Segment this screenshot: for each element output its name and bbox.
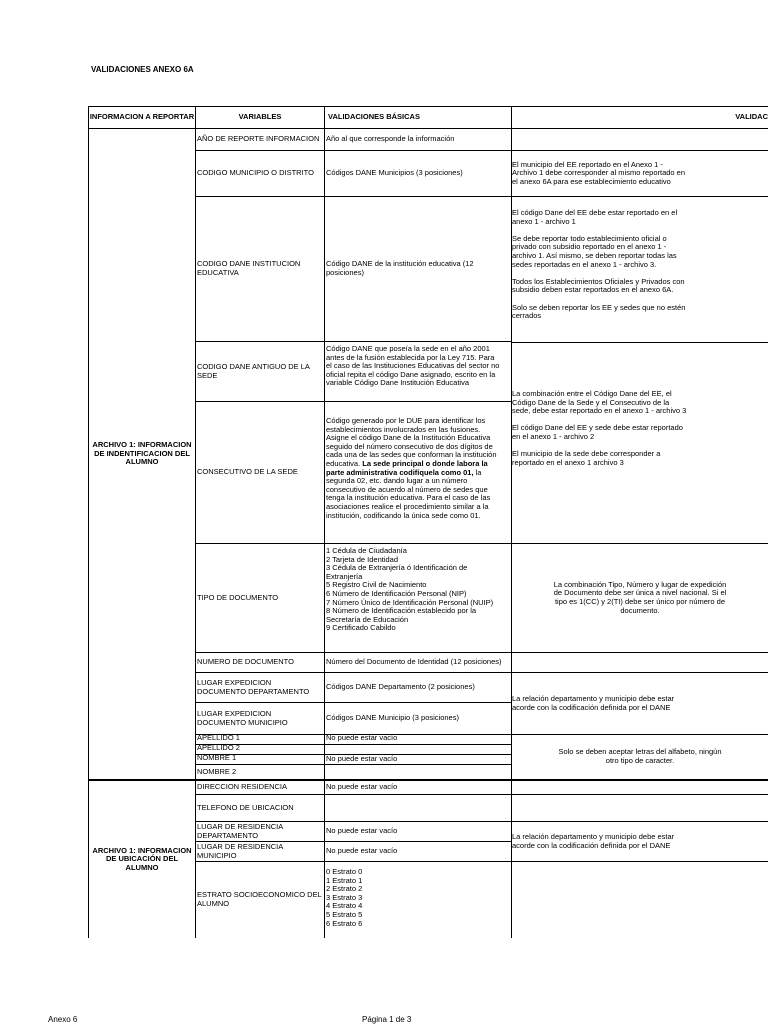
var-nombre-1 — [197, 754, 322, 763]
header-validaciones-label: VALIDAC — [735, 112, 768, 122]
val-municipio: El municipio del EE reportado en el Anexo 1 - Archivo 1 debe corresponder al mismo reportado en el anexo 6A para ese establecimiento educativo — [512, 159, 686, 186]
var-consecutivo — [197, 402, 322, 543]
basic-direccion-label: No puede estar vacío — [326, 782, 398, 792]
var-numero-documento-label: NUMERO DE DOCUMENTO — [197, 657, 294, 667]
footer-annex: Anexo 6 — [48, 1015, 78, 1024]
basic-residencia-departamento-label: No puede estar vacío — [326, 826, 398, 836]
var-lugar-expedicion-municipio — [197, 703, 322, 734]
var-residencia-municipio — [197, 842, 322, 861]
grid-line — [324, 106, 325, 938]
basic-consecutivo-text-c: la segunda 02, etc. dando lugar a un número consecutivo de acuerdo al número de sedes que tenga la institución educativa. Para el caso de las asociaciones realice el procedimiento similar a la institución, codificando la única sede como 01. — [326, 467, 491, 520]
basic-anio — [326, 129, 511, 150]
section-identificacion-label: ARCHIVO 1: INFORMACION DE INDENTIFICACION DEL ALUMNO — [92, 440, 192, 467]
var-anio — [197, 129, 324, 150]
header-informacion-label: INFORMACION A REPORTAR — [89, 112, 195, 122]
var-apellido-2-label: APELLIDO 2 — [197, 743, 240, 752]
var-dane-institucion-label: CODIGO DANE INSTITUCION EDUCATIVA — [197, 259, 301, 277]
header-variables-label: VARIABLES — [238, 112, 282, 122]
var-dane-antiguo — [197, 342, 322, 401]
var-tipo-documento — [197, 544, 322, 652]
basic-telefono — [326, 795, 511, 821]
var-municipio — [197, 151, 324, 196]
section-ubicacion — [89, 781, 195, 938]
var-residencia-departamento — [197, 822, 322, 841]
basic-municipio-label: Códigos DANE Municipios (3 posiciones) — [326, 168, 463, 178]
basic-dane-institucion-label: Código DANE de la institución educativa (12 posiciones) — [326, 259, 474, 277]
var-apellido-1-label: APELLIDO 1 — [197, 733, 240, 742]
basic-lugar-expedicion-departamento — [326, 673, 511, 702]
var-lugar-expedicion-departamento-label: LUGAR EXPEDICION DOCUMENTO DEPARTAMENTO — [197, 677, 310, 696]
header-validaciones-basicas — [328, 107, 511, 128]
validation-table — [88, 106, 768, 938]
var-apellido-1 — [197, 734, 322, 743]
var-telefono — [197, 795, 322, 821]
var-dane-institucion — [197, 197, 322, 341]
header-informacion — [89, 107, 195, 128]
val-sede: La combinación entre el Código Dane del EE, el Código Dane de la Sede y el Consecutivo de la sede, debe estar reportado en el anexo 1 - archivo 3 El código Dane del EE y sede debe estar reportado en el anexo 1 - archivo 2 El municipio de la sede debe corresponder a reportado en el anexo 1 archivo 3 — [512, 389, 687, 467]
page-title: VALIDACIONES ANEXO 6A — [91, 65, 194, 74]
basic-consecutivo-text-bold: La sede principal o donde labora la parte administrativa codifíquela como 01, — [326, 458, 488, 477]
var-municipio-label: CODIGO MUNICIPIO O DISTRITO — [197, 168, 314, 178]
var-nombre-1-label: NOMBRE 1 — [197, 753, 237, 762]
footer-page-number: Página 1 de 3 — [362, 1015, 412, 1024]
var-apellido-2 — [197, 744, 322, 753]
basic-nombre-1 — [326, 755, 511, 764]
var-lugar-expedicion-departamento — [197, 673, 322, 702]
var-nombre-2-label: NOMBRE 2 — [197, 766, 237, 776]
section-identificacion — [89, 129, 195, 779]
basic-estrato: 0 Estrato 0 1 Estrato 1 2 Estrato 2 3 Estrato 3 4 Estrato 4 5 Estrato 5 6 Estrato 6 — [326, 867, 363, 928]
basic-apellido-1-label: No puede estar vacío — [326, 733, 398, 742]
basic-apellido-1 — [326, 734, 511, 743]
var-consecutivo-label: CONSECUTIVO DE LA SEDE — [197, 467, 298, 477]
val-dane-institucion: El código Dane del EE debe estar reportado en el anexo 1 - archivo 1 Se debe reportar todo establecimiento oficial o privado con subsidio reportado en el anexo 1 - archivo 1. Así mismo, se deben reportar todas las sedes reportadas en el anexo 1 - archivo 3. Todos los Establecimientos Oficiales y Privados con subsidio deben estar reportados en el anexo 6A. Solo se deben reportar los EE y sedes que no estén cerrados — [512, 208, 686, 321]
basic-residencia-municipio-label: No puede estar vacío — [326, 846, 398, 856]
section-ubicacion-label: ARCHIVO 1: INFORMACION DE UBICACIÓN DEL ALUMNO — [92, 845, 192, 872]
var-direccion — [197, 781, 322, 794]
basic-consecutivo-text-a: Código generado por le DUE para identificar los establecimientos involucrados en las fusiones. Asigne el código Dane de la Institución Educativa seguido del número consecutivo de dos dígitos de cada una de las sedes que conforman la institución educativa. — [326, 416, 497, 468]
grid-line — [195, 106, 196, 938]
header-validaciones — [512, 107, 768, 128]
basic-municipio — [326, 151, 511, 196]
basic-consecutivo — [326, 417, 511, 520]
basic-lugar-expedicion-municipio-label: Códigos DANE Municipio (3 posiciones) — [326, 713, 459, 723]
basic-residencia-municipio — [326, 842, 511, 861]
var-estrato — [197, 862, 322, 938]
basic-dane-antiguo: Código DANE que poseía la sede en el año 2001 antes de la fusión establecida por la Ley 715. Para el caso de las Instituciones Educativas del sector no oficial repita el código Dane asignado, escrito en la variable Código Dane Institución Educativa — [326, 344, 500, 388]
var-residencia-departamento-label: LUGAR DE RESIDENCIA DEPARTAMENTO — [197, 821, 283, 840]
val-nombres: Solo se deben aceptar letras del alfabeto, ningún otro tipo de caracter. — [558, 747, 722, 765]
grid-line — [511, 342, 768, 343]
basic-numero-documento-label: Número del Documento de Identidad (12 posiciones) — [326, 657, 502, 667]
header-validaciones-basicas-label: VALIDACIONES BÁSICAS — [328, 112, 420, 122]
basic-numero-documento — [326, 653, 511, 672]
var-lugar-expedicion-municipio-label: LUGAR EXPEDICION DOCUMENTO MUNICIPIO — [197, 708, 288, 727]
var-numero-documento — [197, 653, 322, 672]
val-tipo-documento: La combinación Tipo, Número y lugar de expedición de Documento debe ser única a nivel nacional. Si el tipo es 1(CC) y 2(TI) debe ser único por número de documento. — [553, 579, 727, 615]
var-tipo-documento-label: TIPO DE DOCUMENTO — [197, 592, 279, 602]
basic-tipo-documento: 1 Cédula de Ciudadanía 2 Tarjeta de Identidad 3 Cédula de Extranjería ó Identificación de Extranjería 5 Registro Civil de Nacimiento 6 Número de Identificación Personal (NIP) 7 Número Único de Identificación Personal (NUIP) 8 Número de Identificación establecido por la Secretaría de Educación 9 Certificado Cabildo — [326, 546, 494, 633]
basic-anio-label: Año al que corresponde la información — [326, 134, 455, 144]
var-telefono-label: TELEFONO DE UBICACION — [197, 802, 294, 812]
header-variables — [196, 107, 324, 128]
var-anio-label: AÑO DE REPORTE INFORMACION — [197, 134, 320, 144]
var-residencia-municipio-label: LUGAR DE RESIDENCIA MUNICIPIO — [197, 841, 283, 860]
basic-direccion — [326, 781, 511, 794]
var-direccion-label: DIRECCION RESIDENCIA — [197, 782, 288, 792]
var-dane-antiguo-label: CODIGO DANE ANTIGUO DE LA SEDE — [197, 361, 310, 380]
basic-lugar-expedicion-departamento-label: Códigos DANE Departamento (2 posiciones) — [326, 682, 475, 692]
basic-lugar-expedicion-municipio — [326, 703, 511, 734]
var-nombre-2 — [197, 765, 322, 779]
val-residencia: La relación departamento y municipio debe estar acorde con la codificación definida por el DANE — [512, 831, 675, 850]
val-lugar-expedicion: La relación departamento y municipio debe estar acorde con la codificación definida por el DANE — [512, 693, 675, 712]
basic-nombre-1-label: No puede estar vacío — [326, 754, 398, 763]
basic-residencia-departamento — [326, 822, 511, 841]
basic-dane-institucion — [326, 197, 506, 341]
var-estrato-label: ESTRATO SOCIOECONOMICO DEL ALUMNO — [197, 890, 322, 908]
